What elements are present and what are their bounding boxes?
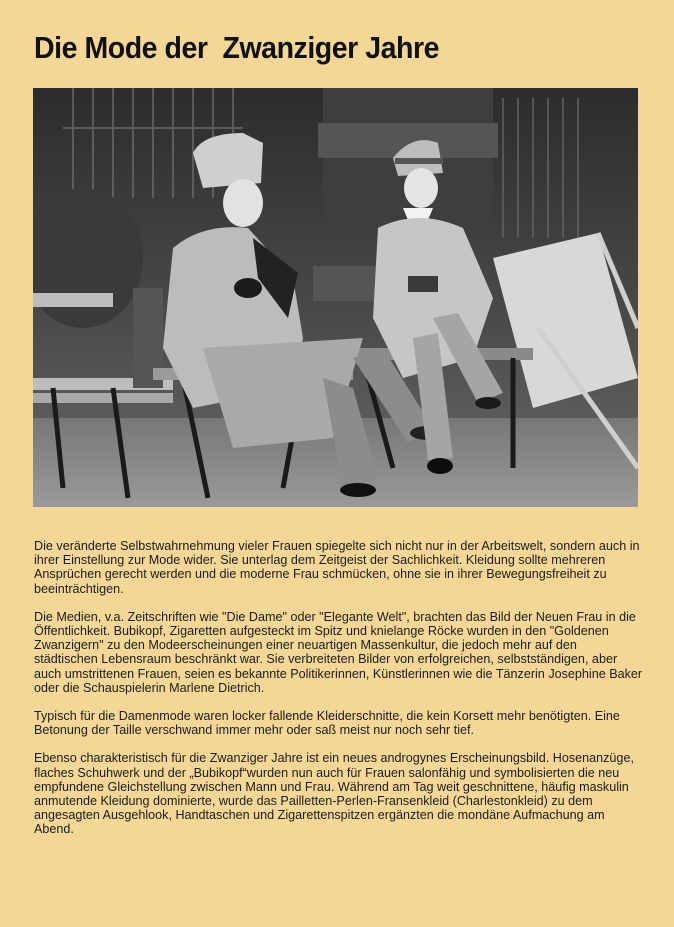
page-title: Die Mode der Zwanziger Jahre: [34, 30, 440, 65]
article-paragraph: Die Medien, v.a. Zeitschriften wie "Die Dame" oder "Elegante Welt", brachten das Bild der Neuen Frau in die Öffentlichkeit. Bubikopf, Zigaretten aufgesteckt im Spitz und knielange Röcke wurden in den "Goldenen Zwanzigern" zu den Modeerscheinungen einer neuartigen Massenkultur, die jedoch mehr auf den städtischen Lebensraum beschränkt war. Sie verbreiteten Bilder von erfolgreichen, selbstständigen, aber auch umstrittenen Frauen, seien es bekannte Politikerinnen, Künstlerinnen wie die Tänzerin Josephine Baker oder die Schauspielerin Marlene Dietrich.: [34, 609, 643, 695]
article-paragraph: Die veränderte Selbstwahrnehmung vieler Frauen spiegelte sich nicht nur in der Arbeitswelt, sondern auch in ihrer Einstellung zur Mode wider. Sie unterlag dem Zeitgeist der Sachlichkeit. Kleidung sollte mehreren Ansprüchen gerecht werden und die moderne Frau schmücken, ohne sie in ihrer Bewegungsfreiheit zu beeinträchtigen.: [34, 539, 640, 596]
gloves: [234, 278, 262, 298]
article-paragraph: Typisch für die Damenmode waren locker fallende Kleiderschnitte, die kein Korsett mehr benötigten. Eine Betonung der Taille verschwand immer mehr oder saß meist nur noch sehr tief.: [34, 709, 620, 738]
fashion-photo: [33, 88, 638, 507]
shoe: [475, 397, 501, 409]
face: [404, 168, 438, 208]
handbag: [408, 276, 438, 292]
shoe: [340, 483, 376, 497]
face: [223, 179, 263, 227]
shoe: [427, 458, 453, 474]
article-paragraph: Ebenso charakteristisch für die Zwanziger Jahre ist ein neues androgynes Erscheinungsbild. Hosenanzüge, flaches Schuhwerk und der „Bubikopf“wurden nun auch für Frauen salonfähig und symbolisierten die neu empfundene Gleichstellung zwischen Mann und Frau. Während am Tag weit geschnittene, häufig maskulin anmutende Kleidung dominierte, wurde das Pailletten-Perlen-Fransenkleid (Charlestonkleid) zu dem angesagten Ausgehlook, Handtaschen und Zigarettenspitzen ergänzten die mondäne Aufmachung am Abend.: [34, 751, 634, 837]
article-body: [34, 539, 644, 851]
photo-illustration: [33, 88, 638, 507]
